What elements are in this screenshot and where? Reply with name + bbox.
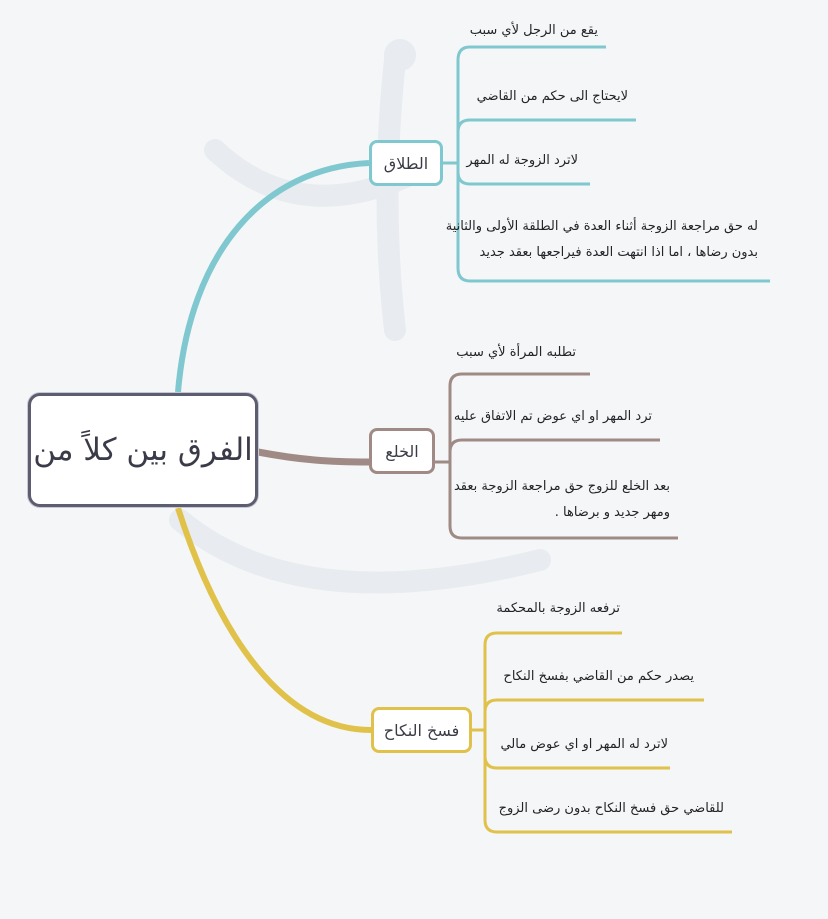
leaf-khul-3-line2: ومهر جديد و برضاها . [554,505,670,520]
leaf-khul-2[interactable] [454,404,652,430]
leaf-faskh-2-text: يصدر حكم من القاضي بفسخ النكاح [503,669,694,684]
leaf-khul-2-text: ترد المهر او اي عوض تم الاتفاق عليه [453,409,652,424]
leaf-khul-1[interactable] [456,340,576,366]
leaf-talaq-3[interactable] [466,148,578,174]
leaf-khul-1-text: تطلبه المرأة لأي سبب [456,345,576,360]
leaf-talaq-2[interactable] [477,84,628,110]
leaf-faskh-3[interactable] [500,732,668,758]
leaf-talaq-3-text: لاترد الزوجة له المهر [466,153,578,168]
central-topic[interactable] [28,393,258,507]
leaf-khul-3-line1: بعد الخلع للزوج حق مراجعة الزوجة بعقد [453,479,670,494]
central-topic-label: الفرق بين كلاً من [33,432,253,468]
leaf-khul-3[interactable] [454,474,670,526]
leaf-faskh-3-text: لاترد له المهر او اي عوض مالي [500,737,668,752]
leaf-talaq-1[interactable] [470,18,598,44]
leaf-faskh-4-text: للقاضي حق فسخ النكاح بدون رضى الزوج [498,801,724,816]
leaf-faskh-4[interactable] [499,796,724,822]
leaf-talaq-4[interactable] [446,214,758,266]
leaf-faskh-1[interactable] [496,596,620,622]
branch-khul-label: الخلع [385,441,419,461]
leaf-talaq-2-text: لايحتاج الى حكم من القاضي [476,89,628,104]
branch-faskh-label: فسخ النكاح [383,720,460,740]
connector-khul [258,452,369,462]
branch-talaq-label: الطلاق [383,153,429,173]
leaf-faskh-2[interactable] [503,664,694,690]
leaf-talaq-4-line2: بدون رضاها ، اما اذا انتهت العدة فيراجعها بعقد جديد [479,245,758,260]
watermark-arc-lower [180,520,540,583]
watermark-dot [384,39,416,71]
branch-faskh[interactable] [371,707,472,753]
branch-khul[interactable] [369,428,435,474]
leaf-talaq-4-line1: له حق مراجعة الزوجة أثناء العدة في الطلقة الأولى والثانية [445,219,758,234]
leaf-faskh-1-text: ترفعه الزوجة بالمحكمة [496,601,620,616]
branch-talaq[interactable] [369,140,443,186]
leaf-talaq-1-text: يقع من الرجل لأي سبب [469,23,598,38]
watermark-stem [388,60,396,330]
